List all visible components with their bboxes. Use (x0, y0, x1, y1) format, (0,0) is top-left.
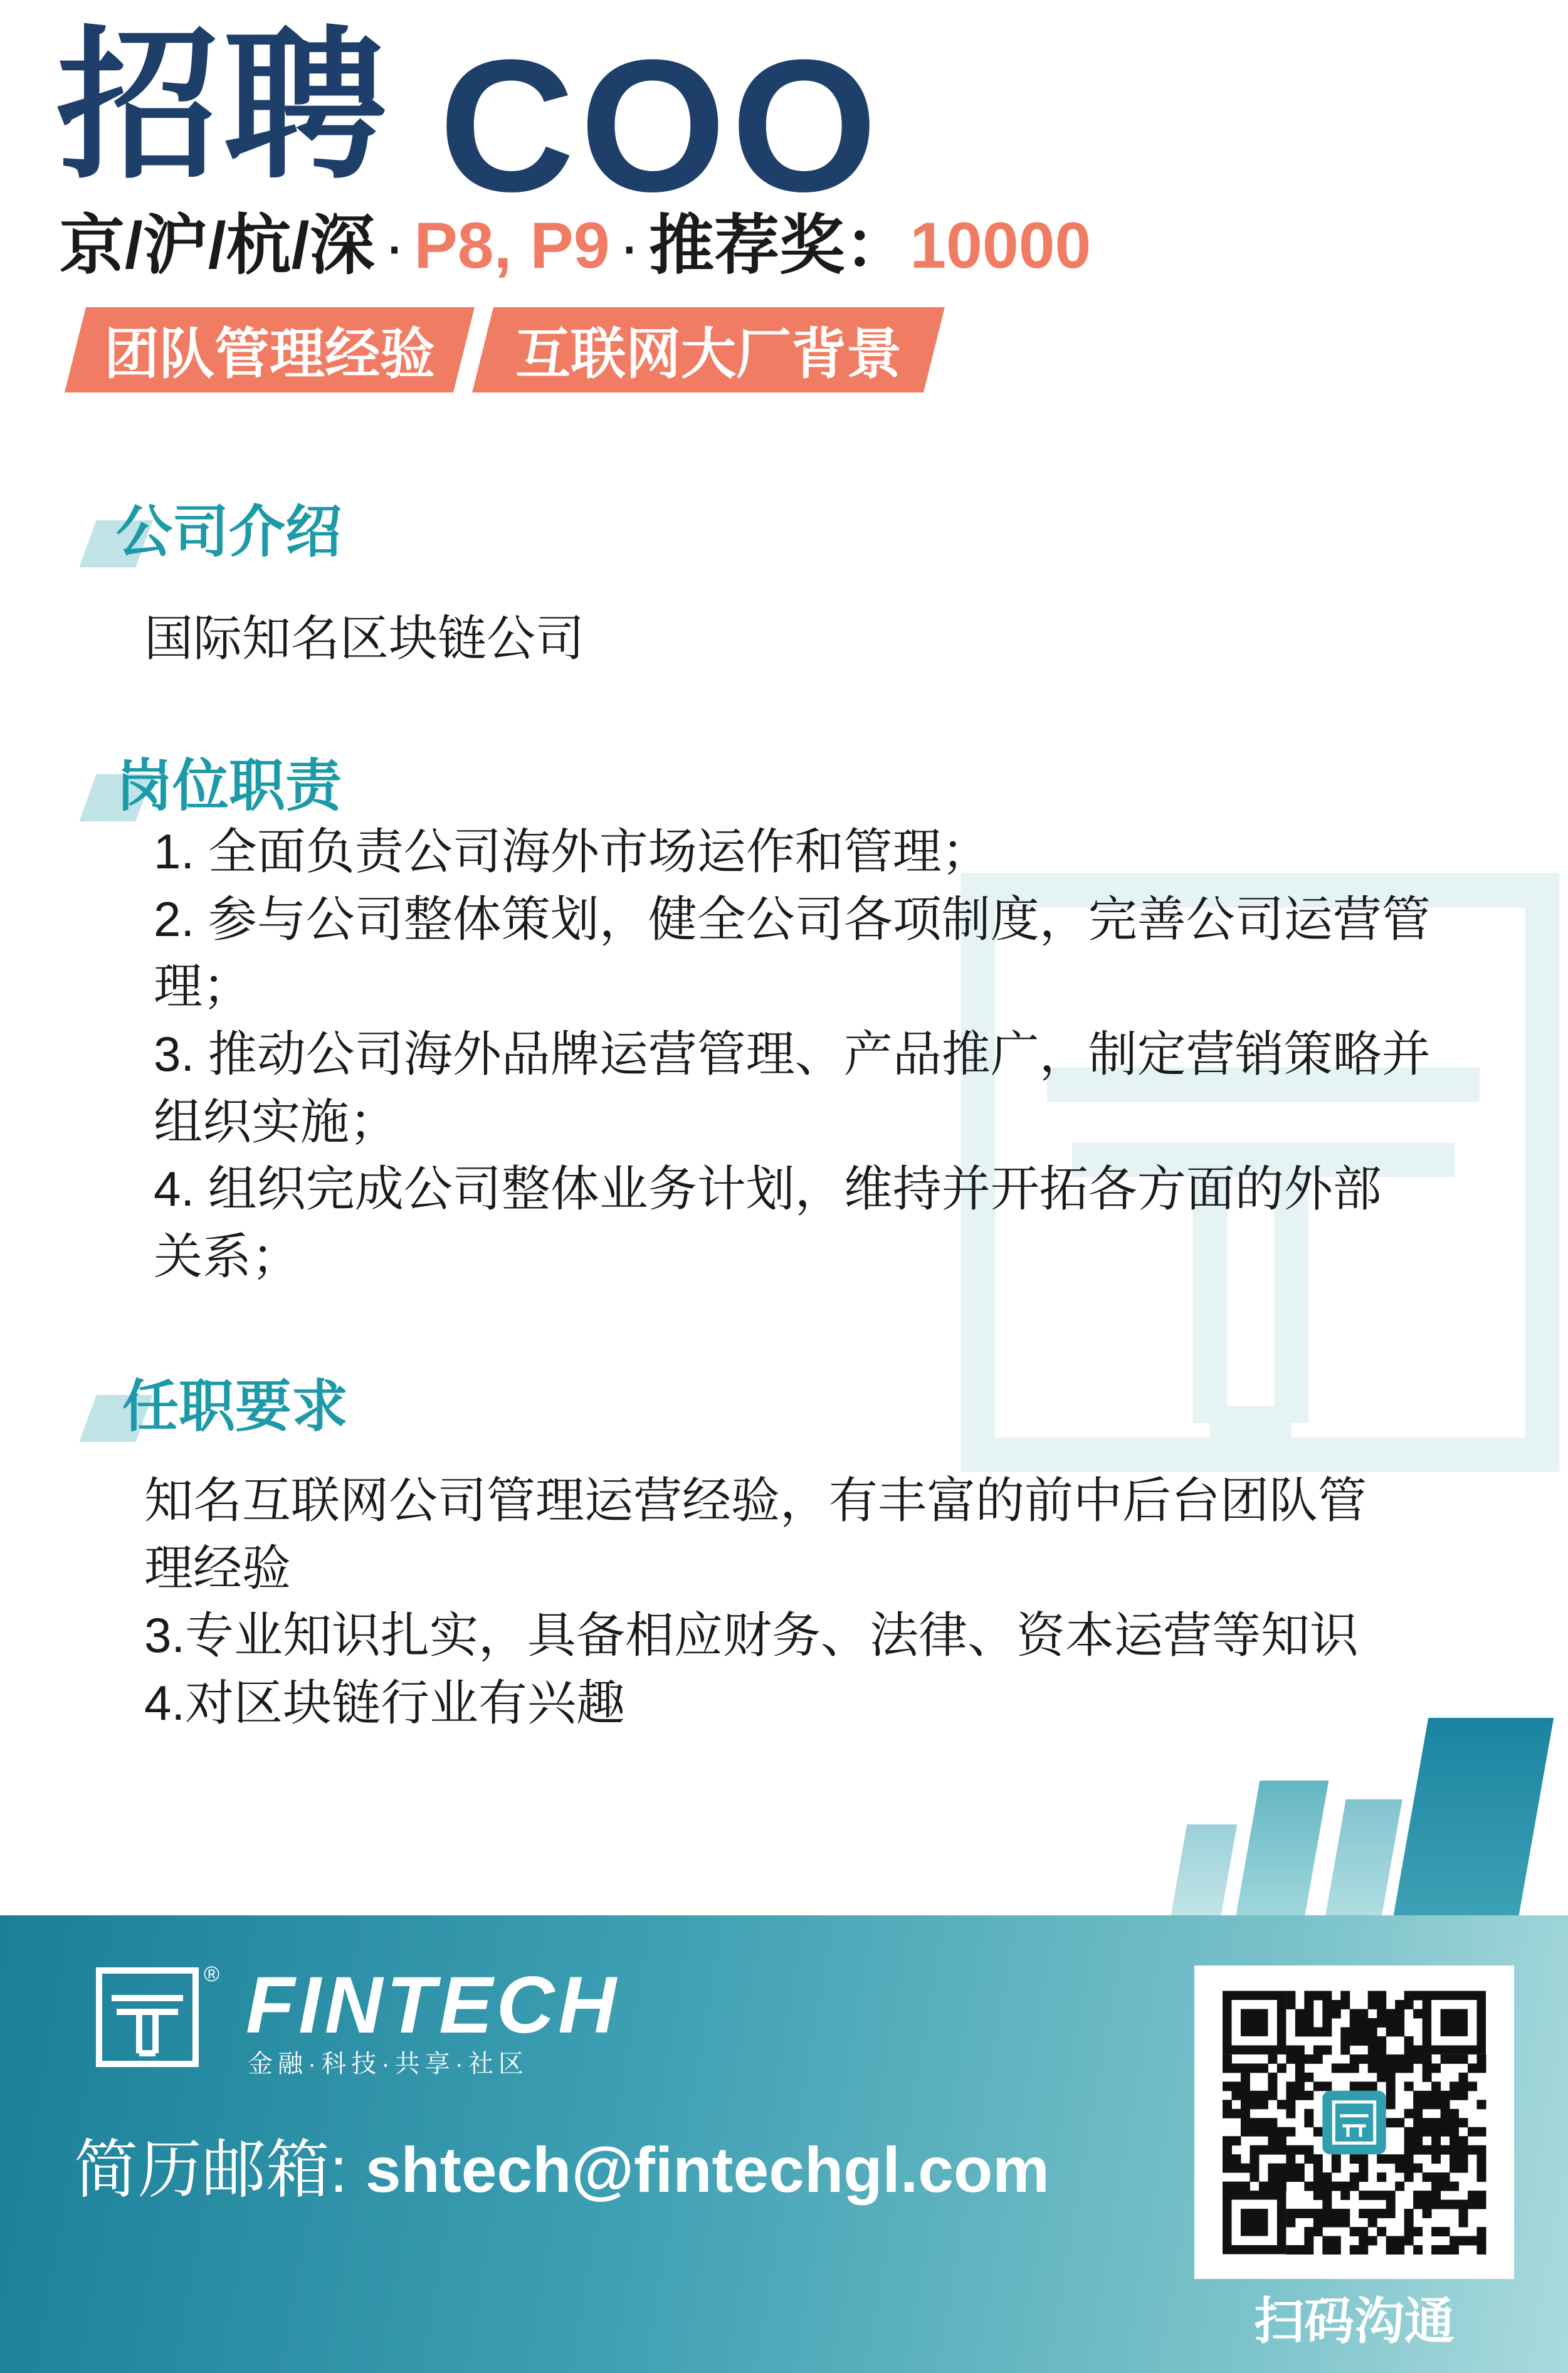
reward-label: 推荐奖： (649, 209, 910, 282)
tag-label: 互联网大厂背景 (515, 323, 902, 385)
company-description: 国际知名区块链公司 (144, 611, 585, 666)
requirement-line: 理经验 (144, 1540, 292, 1596)
separator: · (383, 209, 406, 282)
tag-badge (65, 307, 475, 392)
email-label: 简历邮箱: (74, 2134, 366, 2206)
decor-bar (1393, 1718, 1554, 1918)
email-line (74, 2119, 1050, 2211)
job-summary-line (60, 207, 1091, 285)
separator: · (618, 209, 641, 282)
registered-mark: ® (204, 1962, 220, 1986)
duty-line: 关系； (154, 1228, 301, 1284)
duty-line: 组织实施； (154, 1093, 399, 1149)
duties-list (154, 818, 1431, 1290)
requirement-line: 3.专业知识扎实，具备相应财务、法律、资本运营等知识 (144, 1607, 1359, 1663)
requirement-line: 4.对区块链行业有兴趣 (144, 1675, 626, 1730)
qr-code[interactable] (1194, 1965, 1514, 2279)
fintech-logo-icon (94, 1965, 201, 2069)
qr-code-image (1194, 1965, 1514, 2279)
page-title-chinese: 招聘 (56, 16, 390, 197)
reward-value: 10000 (910, 209, 1092, 282)
page-title-position: COO (439, 20, 883, 231)
section-title-requirements: 任职要求 (122, 1376, 348, 1438)
decor-bar (1171, 1824, 1237, 1918)
locations: 京/沪/杭/深 (60, 209, 375, 282)
requirements-list (144, 1467, 1367, 1737)
duty-line: 1. 全面负责公司海外市场运作和管理； (154, 824, 991, 879)
brand-slogan: 金融·科技·共享·社区 (248, 2050, 529, 2078)
decor-bar (1236, 1781, 1329, 1918)
tag-label: 团队管理经验 (103, 323, 435, 385)
duty-line: 2. 参与公司整体策划，健全公司各项制度，完善公司运营管 (154, 891, 1431, 947)
duty-line: 理； (154, 959, 252, 1014)
section-title-duties: 岗位职责 (116, 755, 342, 818)
duty-line: 3. 推动公司海外品牌运营管理、产品推广，制定营销策略并 (154, 1026, 1431, 1081)
email-address[interactable]: shtech@fintechgl.com (365, 2134, 1050, 2206)
brand-name: FINTECH (246, 1960, 620, 2050)
qr-caption: 扫码沟通 (1254, 2293, 1455, 2349)
decor-bar (1325, 1799, 1402, 1918)
requirement-line: 知名互联网公司管理运营经验，有丰富的前中后台团队管 (144, 1473, 1367, 1528)
section-title-company: 公司介绍 (116, 501, 342, 564)
duty-line: 4. 组织完成公司整体业务计划，维持并开拓各方面的外部 (154, 1161, 1382, 1217)
tag-badge (472, 307, 945, 392)
levels: P8, P9 (414, 209, 610, 282)
